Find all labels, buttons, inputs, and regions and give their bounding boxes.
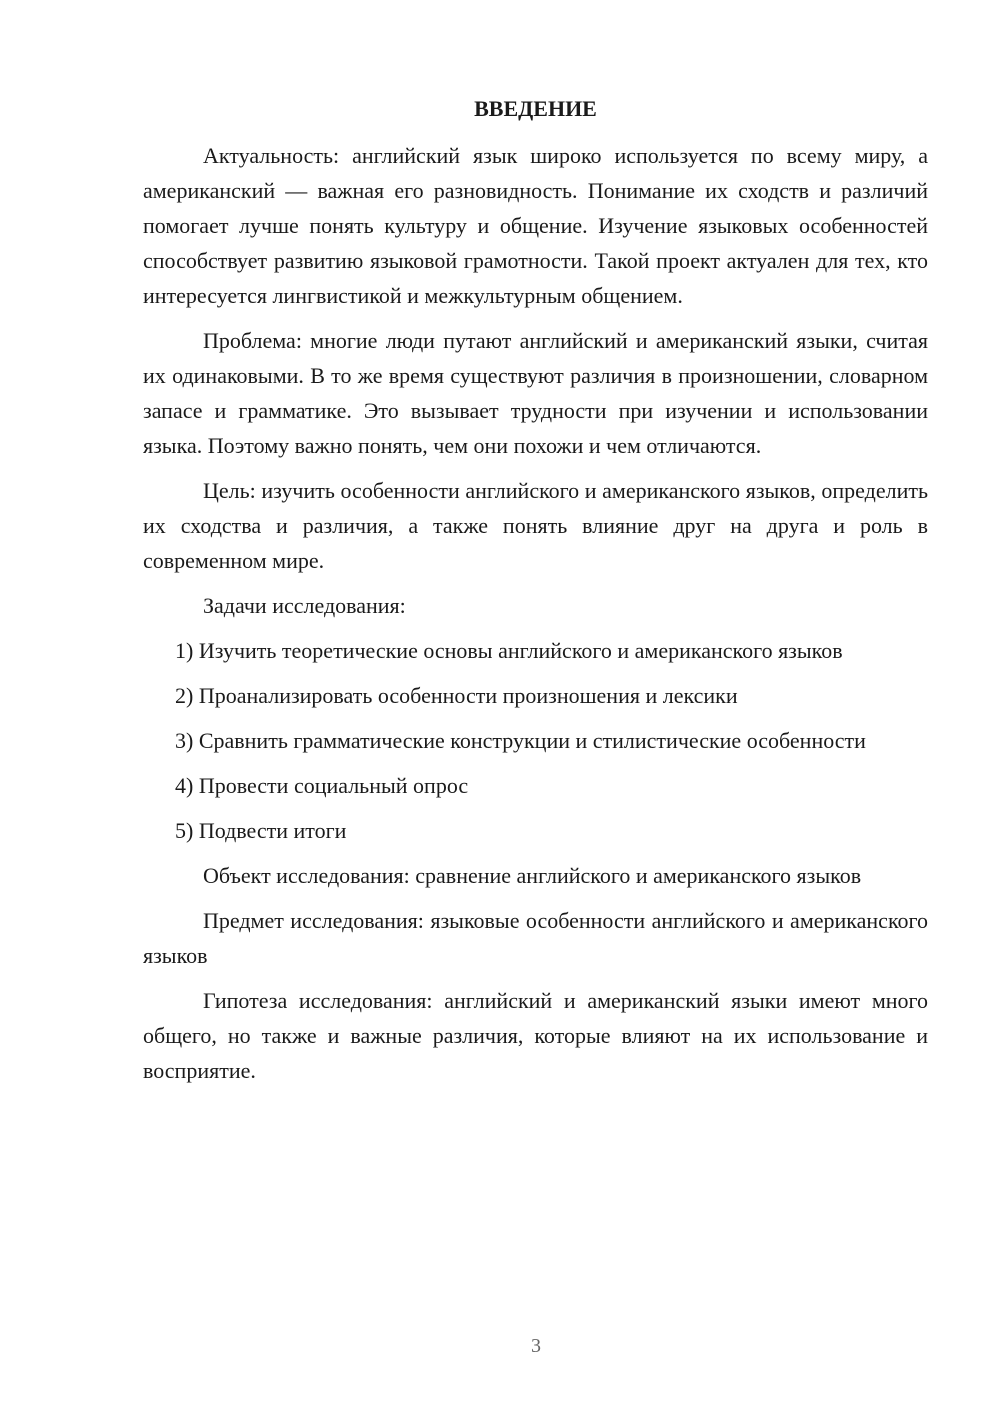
page-content <box>143 92 928 1098</box>
task-item: 2) Проанализировать особенности произношения и лексики <box>175 683 738 708</box>
tasks-list <box>143 633 928 848</box>
subject-paragraph: Предмет исследования: языковые особенности английского и американского языков <box>143 908 928 968</box>
task-item: 3) Сравнить грамматические конструкции и стилистические особенности <box>175 728 866 753</box>
goal-paragraph: Цель: изучить особенности английского и американского языков, определить их сходства и различия, а также понять влияние друг на друга и роль в современном мире. <box>143 478 928 573</box>
object-paragraph: Объект исследования: сравнение английского и американского языков <box>203 863 862 888</box>
tasks-heading: Задачи исследования: <box>203 593 406 618</box>
task-item: 4) Провести социальный опрос <box>175 773 469 798</box>
page-title: ВВЕДЕНИЕ <box>474 96 597 121</box>
task-item: 1) Изучить теоретические основы английского и американского языков <box>175 638 843 663</box>
problem-paragraph: Проблема: многие люди путают английский и американский языки, считая их одинаковыми. В то же время существуют различия в произношении, словарном запасе и грамматике. Это вызывает трудности при изучении и использовании языка. Поэтому важно понять, чем они похожи и чем отличаются. <box>143 328 928 458</box>
hypothesis-paragraph: Гипотеза исследования: английский и американский языки имеют много общего, но также и важные различия, которые влияют на их использование и восприятие. <box>143 988 928 1083</box>
task-item: 5) Подвести итоги <box>175 818 347 843</box>
relevance-paragraph: Актуальность: английский язык широко используется по всему миру, а американский — важная его разновидность. Понимание их сходств и различий помогает лучше понять культуру и общение. Изучение языковых особенностей способствует развитию языковой грамотности. Такой проект актуален для тех, кто интересуется лингвистикой и межкультурным общением. <box>143 143 928 308</box>
page-number: 3 <box>531 1335 541 1357</box>
